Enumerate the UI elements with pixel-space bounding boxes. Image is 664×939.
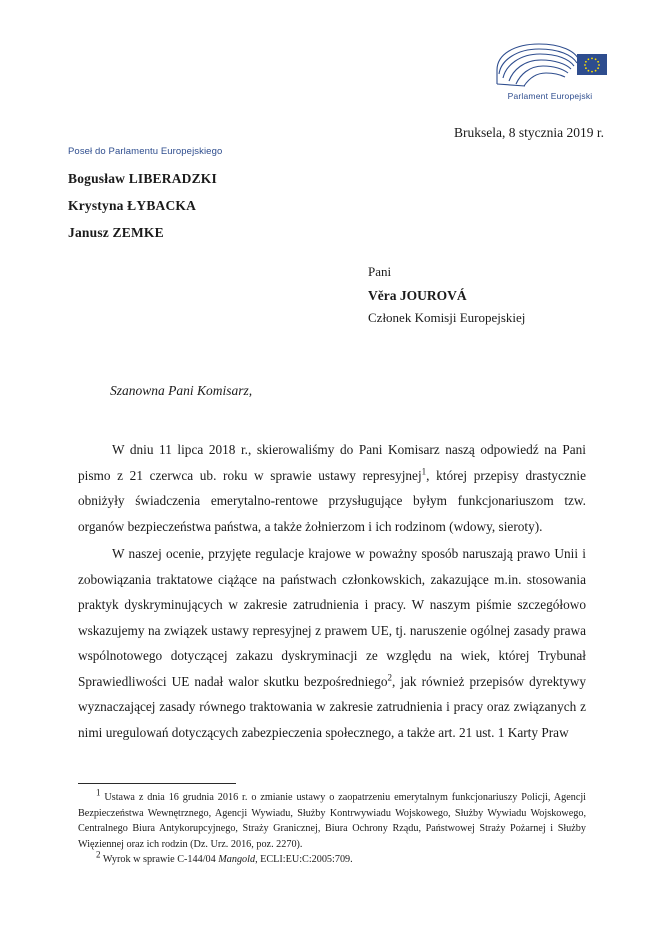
body-paragraph-2 (78, 541, 586, 745)
footnote-ref-1: 1 (421, 466, 427, 477)
salutation: Szanowna Pani Komisarz, (110, 383, 253, 398)
place-and-date: Bruksela, 8 stycznia 2019 r. (454, 125, 604, 140)
body-p1-part-a: W dniu 11 lipca 2018 r., skierowaliśmy do Pani Komisarz naszą odpowiedź na Pani pismo z 21 czerwca ub. roku w sprawie ustawy represyjnej (78, 442, 586, 483)
recipient-title: Pani (368, 264, 392, 279)
sender-name: Janusz ZEMKE (68, 225, 164, 240)
footnote-2-case-name: Mangold (218, 854, 256, 865)
sender-block (68, 146, 368, 252)
body-p2-part-a: W naszej ocenie, przyjęte regulacje krajowe w poważny sposób naruszają prawo Unii i zobowiązania traktatowe ciążące na państwach członkowskich, zakazujące m.in. stosowania praktyk dyskryminujących w zakresie zatrudnienia i pracy. W naszym piśmie szczegółowo wskazujemy na związek ustawy represyjnej z prawem UE, tj. naruszenie ogólnej zasady prawa wspólnotowego dotyczącej zakazu dyskryminacji ze względu na wiek, której Trybunał Sprawiedliwości UE nadał walor skutku bezpośredniego (78, 546, 586, 689)
letter-body (78, 437, 586, 747)
recipient-block (368, 261, 628, 330)
body-paragraph-1 (78, 437, 586, 539)
footnote-area (78, 787, 587, 868)
footnote-2-text-after: , ECLI:EU:C:2005:709. (255, 854, 353, 865)
sender-name: Krystyna ŁYBACKA (68, 198, 197, 213)
footnote-ref-2: 2 (387, 672, 392, 683)
footnote-2-marker: 2 (96, 849, 101, 860)
footnote-separator (78, 783, 236, 784)
logo-caption: Parlament Europejski (507, 91, 593, 101)
footnote-1-marker: 1 (96, 787, 101, 798)
body-p1-part-b: , której przepisy drastycznie obniżyły świadczenia emerytalno-rentowe przysługujące byłym funkcjonariuszom tzw. organów bezpieczeństwa państwa, a także żołnierzom i ich rodzinom (wdowy, sieroty). (78, 467, 586, 534)
footnote-2 (78, 849, 586, 868)
recipient-name: Věra JOUROVÁ (368, 287, 467, 303)
european-parliament-logo-icon (491, 40, 609, 88)
recipient-function: Członek Komisji Europejskiej (368, 310, 526, 326)
sender-name: Bogusław LIBERADZKI (68, 171, 217, 186)
footnote-1 (78, 787, 587, 852)
sender-role: Poseł do Parlamentu Europejskiego (68, 146, 223, 157)
footnote-2-text-before: Wyrok w sprawie C-144/04 (102, 854, 219, 865)
body-p2-part-b: , jak również przepisów dyrektywy wyznaczającej zasady równego traktowania w zakresie zatrudnienia i pracy oraz związanych z nimi uregulowań dotyczących zabezpieczenia społecznego, a także art. 21 ust. 1 Karty Praw (78, 673, 586, 740)
footnote-1-text: Ustawa z dnia 16 grudnia 2016 r. o zmianie ustawy o zaopatrzeniu emerytalnym funkcjonariuszy Policji, Agencji Bezpieczeństwa Wewnętrznego, Agencji Wywiadu, Służby Kontrwywiadu Wojskowego, Służby Wywiadu Wojskowego, Centralnego Biura Antykorupcyjnego, Straży Granicznej, Biura Ochrony Rządu, Państwowej Straży Pożarnej i Służby Więziennej oraz ich rodzin (Dz. Urz. 2016, poz. 2270). (78, 792, 587, 850)
letterhead-logo-block (480, 40, 620, 101)
